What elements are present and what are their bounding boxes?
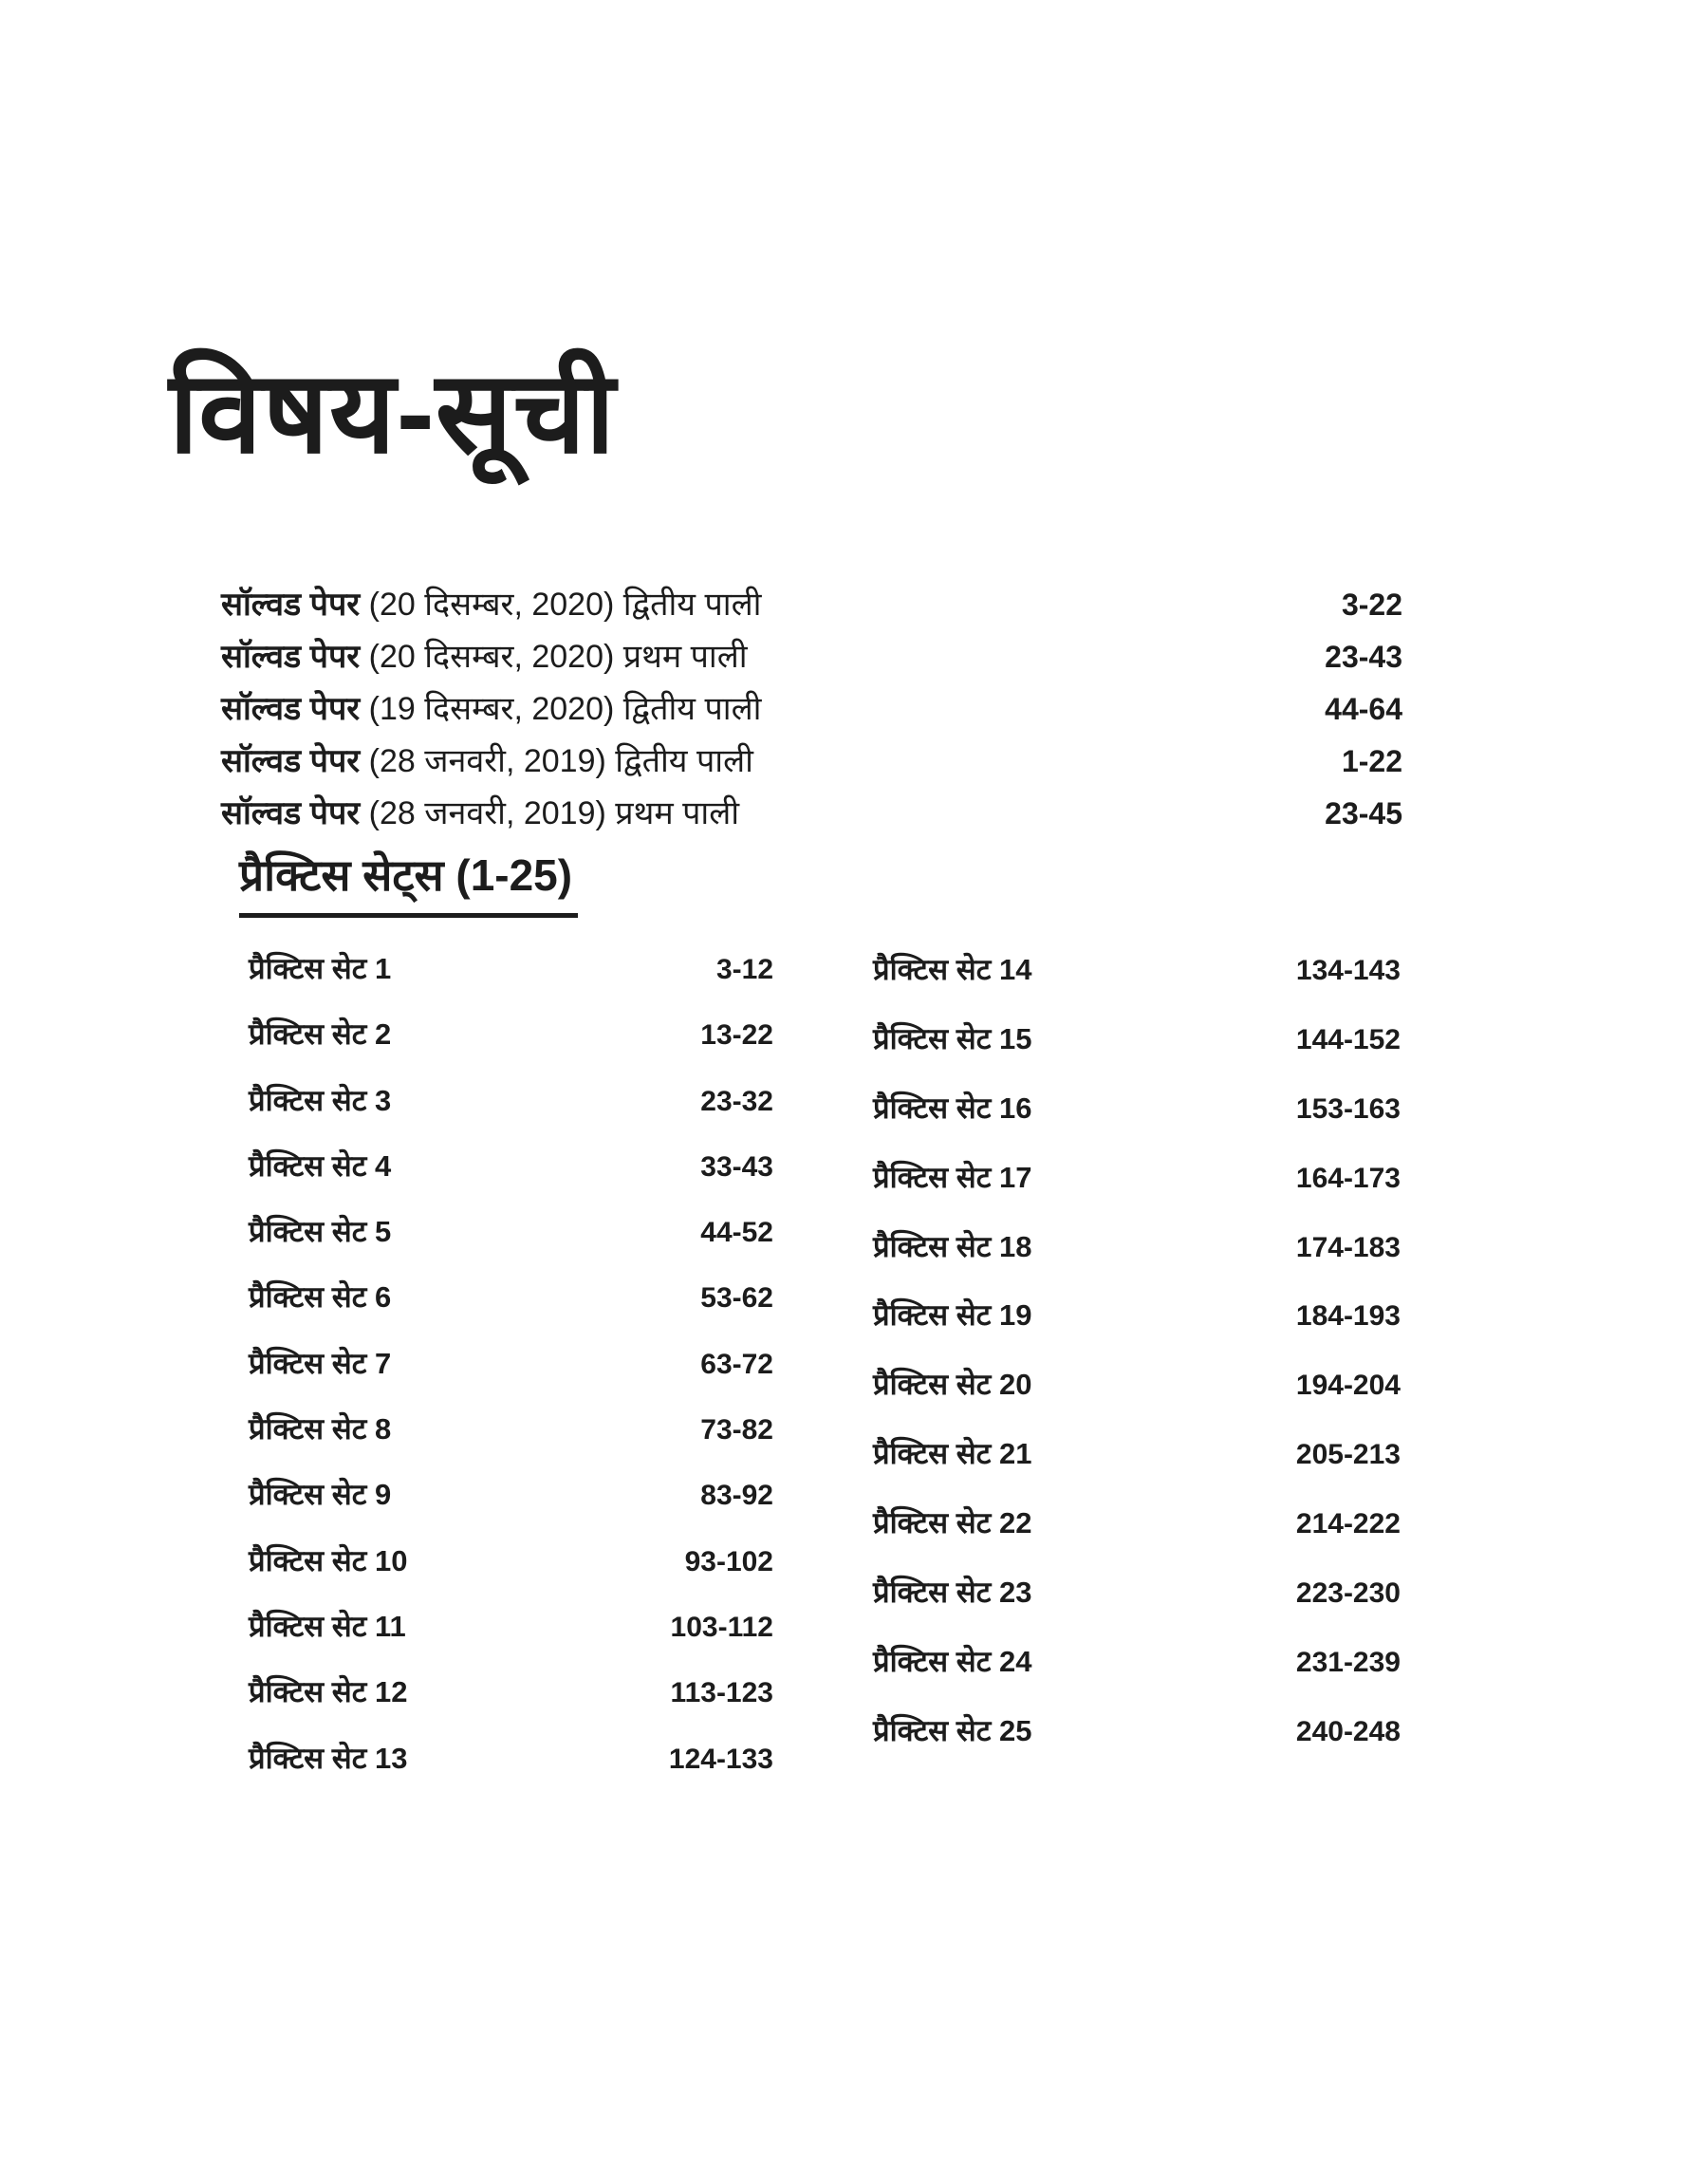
toc-entry-label (221, 631, 748, 683)
toc-entry-detail: (20 दिसम्बर, 2020) द्वितीय पाली (368, 587, 762, 623)
toc-entry-title: सॉल्वड पेपर (221, 587, 361, 623)
toc-entry-pages: 134-143 (1295, 955, 1401, 986)
toc-entry-pages: 103-112 (670, 1611, 773, 1643)
toc-entry-pages: 3-22 (1341, 588, 1402, 622)
toc-entry-solved-paper-5 (221, 788, 1402, 840)
toc-entry-label: प्रैक्टिस सेट 5 (249, 1215, 392, 1249)
toc-entry-pages: 194-204 (1295, 1370, 1401, 1402)
toc-entry-pages: 3-12 (715, 954, 773, 985)
toc-entry-detail: (20 दिसम्बर, 2020) प्रथम पाली (368, 639, 748, 675)
toc-entry-practice-set-24 (873, 1628, 1401, 1697)
toc-entry-title: सॉल्वड पेपर (221, 639, 361, 675)
toc-entry-pages: 23-45 (1325, 796, 1402, 830)
practice-sets-column-left (249, 936, 773, 1791)
toc-entry-practice-set-13 (249, 1726, 773, 1791)
toc-entry-pages: 164-173 (1295, 1162, 1401, 1194)
toc-entry-label: प्रैक्टिस सेट 6 (249, 1280, 392, 1315)
toc-entry-label (221, 683, 761, 736)
toc-entry-pages: 23-43 (1325, 640, 1402, 674)
toc-entry-label: प्रैक्टिस सेट 9 (249, 1478, 392, 1512)
toc-entry-pages: 73-82 (700, 1414, 773, 1446)
toc-entry-pages: 13-22 (700, 1019, 773, 1052)
toc-entry-label: प्रैक्टिस सेट 1 (249, 952, 392, 985)
toc-entry-pages: 124-133 (668, 1743, 773, 1775)
toc-entry-practice-set-14 (873, 936, 1401, 1005)
toc-entry-practice-set-18 (873, 1213, 1401, 1282)
toc-entry-label: प्रैक्टिस सेट 24 (873, 1644, 1032, 1678)
toc-entry-practice-set-8 (249, 1396, 773, 1462)
toc-entry-label: प्रैक्टिस सेट 15 (873, 1021, 1032, 1055)
toc-entry-practice-set-3 (249, 1068, 773, 1133)
toc-entry-pages: 174-183 (1295, 1231, 1401, 1263)
toc-entry-label: प्रैक्टिस सेट 11 (249, 1609, 406, 1643)
toc-entry-label: प्रैक्टिस सेट 10 (249, 1543, 408, 1577)
toc-entry-title: सॉल्वड पेपर (221, 795, 361, 831)
toc-entry-pages: 44-64 (1325, 692, 1402, 726)
toc-entry-practice-set-23 (873, 1558, 1401, 1628)
toc-entry-label: प्रैक्टिस सेट 14 (873, 953, 1032, 986)
toc-entry-pages: 240-248 (1295, 1715, 1401, 1747)
toc-entry-practice-set-7 (249, 1331, 773, 1396)
toc-entry-pages: 113-123 (670, 1677, 773, 1709)
toc-entry-practice-set-2 (249, 1001, 773, 1067)
toc-entry-pages: 44-52 (700, 1217, 773, 1249)
toc-entry-label: प्रैक्टिस सेट 16 (873, 1091, 1032, 1125)
toc-entry-practice-set-9 (249, 1462, 773, 1527)
toc-entry-detail: (28 जनवरी, 2019) प्रथम पाली (368, 795, 740, 831)
toc-entry-pages: 83-92 (700, 1480, 773, 1512)
toc-entry-pages: 23-32 (700, 1085, 773, 1117)
toc-entry-label: प्रैक्टिस सेट 12 (249, 1675, 408, 1709)
toc-entry-pages: 63-72 (700, 1348, 773, 1380)
toc-entry-label: प्रैक्टिस सेट 22 (873, 1506, 1032, 1540)
toc-entry-label: प्रैक्टिस सेट 8 (249, 1412, 392, 1446)
page-title: विषय-सूची (169, 349, 617, 476)
toc-entry-pages: 231-239 (1295, 1646, 1401, 1678)
toc-entry-pages: 184-193 (1295, 1300, 1401, 1333)
toc-entry-practice-set-11 (249, 1594, 773, 1659)
toc-entry-pages: 33-43 (700, 1150, 773, 1183)
toc-entry-label: प्रैक्टिस सेट 13 (249, 1741, 408, 1775)
toc-entry-practice-set-19 (873, 1281, 1401, 1351)
toc-entry-practice-set-6 (249, 1264, 773, 1330)
toc-entry-practice-set-12 (249, 1659, 773, 1725)
toc-entry-pages: 53-62 (700, 1282, 773, 1315)
toc-entry-title: सॉल्वड पेपर (221, 691, 361, 727)
toc-entry-label: प्रैक्टिस सेट 2 (249, 1017, 392, 1052)
toc-entry-pages: 93-102 (684, 1545, 773, 1577)
toc-entry-pages: 144-152 (1295, 1023, 1401, 1055)
toc-entry-label: प्रैक्टिस सेट 7 (249, 1346, 392, 1380)
toc-entry-label: प्रैक्टिस सेट 25 (873, 1713, 1032, 1747)
practice-sets-column-right (873, 936, 1401, 1766)
toc-entry-pages: 205-213 (1295, 1439, 1401, 1471)
toc-entry-practice-set-1 (249, 936, 773, 1001)
toc-entry-label: प्रैक्टिस सेट 17 (873, 1160, 1032, 1194)
toc-entry-solved-paper-1 (221, 579, 1402, 631)
toc-entry-label (221, 788, 739, 840)
toc-entry-label: प्रैक्टिस सेट 20 (873, 1368, 1032, 1402)
toc-entry-label: प्रैक्टिस सेट 23 (873, 1576, 1032, 1610)
toc-entry-label: प्रैक्टिस सेट 19 (873, 1298, 1032, 1333)
toc-entry-detail: (19 दिसम्बर, 2020) द्वितीय पाली (368, 691, 762, 727)
toc-entry-pages: 223-230 (1295, 1577, 1401, 1610)
toc-entry-practice-set-5 (249, 1199, 773, 1264)
toc-entry-pages: 1-22 (1341, 744, 1402, 778)
toc-entry-solved-paper-2 (221, 631, 1402, 683)
toc-entry-label: प्रैक्टिस सेट 3 (249, 1083, 392, 1117)
toc-entry-detail: (28 जनवरी, 2019) द्वितीय पाली (368, 743, 753, 779)
toc-entry-label: प्रैक्टिस सेट 18 (873, 1229, 1032, 1263)
practice-sets-heading-text: प्रैक्टिस सेट्स (1-25) (239, 845, 578, 918)
toc-entry-pages: 214-222 (1295, 1508, 1401, 1540)
toc-entry-solved-paper-4 (221, 736, 1402, 788)
toc-entry-label: प्रैक्टिस सेट 4 (249, 1148, 392, 1183)
toc-entry-practice-set-22 (873, 1489, 1401, 1558)
toc-entry-practice-set-10 (249, 1528, 773, 1594)
toc-entry-practice-set-25 (873, 1697, 1401, 1766)
practice-sets-heading (239, 845, 578, 918)
toc-entry-solved-paper-3 (221, 683, 1402, 736)
toc-entry-label: प्रैक्टिस सेट 21 (873, 1437, 1032, 1471)
toc-entry-practice-set-15 (873, 1005, 1401, 1074)
toc-entry-practice-set-4 (249, 1133, 773, 1199)
toc-entry-label (221, 579, 761, 631)
toc-entry-practice-set-16 (873, 1074, 1401, 1144)
solved-papers-list (221, 579, 1402, 840)
toc-entry-practice-set-17 (873, 1144, 1401, 1213)
toc-entry-label (221, 736, 753, 788)
toc-entry-practice-set-20 (873, 1351, 1401, 1420)
toc-entry-practice-set-21 (873, 1420, 1401, 1489)
toc-entry-title: सॉल्वड पेपर (221, 743, 361, 779)
toc-entry-pages: 153-163 (1295, 1092, 1401, 1125)
